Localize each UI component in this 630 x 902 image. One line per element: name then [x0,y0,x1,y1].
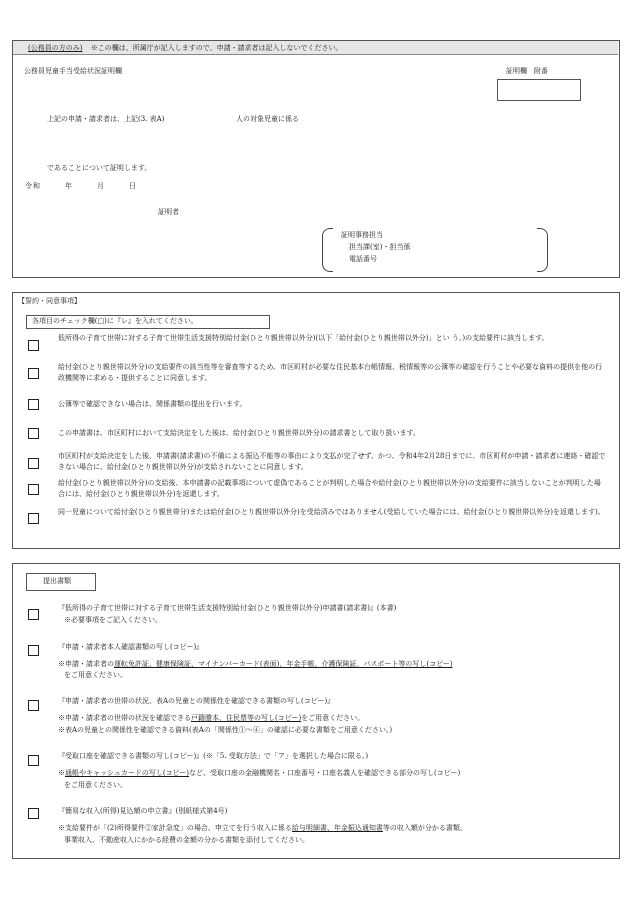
doc-5-note [58,823,467,833]
pledge-checkbox-2[interactable] [28,368,39,379]
official-header [28,43,343,53]
cert-label: 証明欄 附番 [506,67,548,75]
doc-checkbox-5[interactable] [28,808,39,819]
doc-3-note-1c: をご用意ください。 [301,714,365,722]
doc-5-note-b: 給与明細書、年金振込通知書 [291,824,383,832]
doc-1-main: 『低所得の子育て世帯に対する子育て世帯生活支援特別給付金(ひとり親世帯以外分)申請書(請求書)』(本書) [58,604,397,612]
certifier-label: 証明者 [158,208,179,216]
cert-line-1a: 上記の申請・請求者は、上記(3. 表A) [47,115,165,123]
contact-title: 証明事務担当 [341,231,383,239]
pledge-checkbox-1[interactable] [28,340,39,351]
doc-2-note-a: ※申請・請求者の [58,660,114,668]
doc-checkbox-3[interactable] [28,700,39,711]
doc-3-note-1 [58,713,364,723]
doc-4-note-a: ※ [58,769,65,777]
doc-2-note-c: をご用意ください。 [64,671,127,679]
pledge-instruction: 各項目のチェック欄(□)に『レ』を入れてください。 [32,317,198,325]
doc-5-note-a: ※支給要件が「(2)所得要件②家計急変」の場合、申立てを行う収入に係る [58,824,292,832]
cert-line-1b: 人の対象児童に係る [236,115,299,123]
official-title: 公務員児童手当受給状況証明欄 [24,67,122,75]
doc-4-main: 『受取口座を確認できる書類の写し(コピー)』(※「5. 受取方法」で「ア」を選択した場合に限る。) [58,752,369,760]
doc-4-note-c: など、受取口座の金融機関名・口座番号・口座名義人を確認できる部分の写し(コピー) [189,769,461,777]
pledge-checkbox-5[interactable] [28,458,39,469]
doc-3-note-2: ※表Aの児童との関係性を確認できる資料(表Aの「関係性①～④」の確認に必要な書類をご用意ください。) [58,726,393,734]
documents-title: 提出書類 [43,577,71,585]
pledge-item-5: 市区町村が支給決定をした後、申請書(請求書)の不備による振込不能等の事由により支払が完了せず、かつ、令和4年2月28日までに、市区町村が申請・請求者に連絡・確認できない場合に、給付金(ひとり親世帯以外分)が支給されないことに同意します。 [58,452,606,471]
doc-1-note: ※必要事項をご記入ください。 [64,616,162,624]
doc-3-note-1b: 戸籍謄本、住民票等の写し(コピー) [191,714,302,722]
pledge-item-1: 低所得の子育て世帯に対する子育て世帯生活支援特別給付金(ひとり親世帯以外分)(以下「給付金(ひとり親世帯以外分)」とい う。)の支給要件に該当します。 [58,334,549,342]
pledge-checkbox-3[interactable] [28,399,39,410]
cert-number-field[interactable] [497,79,581,101]
cert-line-2: であることについて証明します。 [47,164,152,172]
doc-5-note-d: 事業収入、不動産収入にかかる経費の金額の分かる書類を添付してください。 [64,836,309,844]
pledge-item-7: 同一児童について給付金(ひとり親世帯分)または給付金(ひとり親世帯以外分)を受給済みではありません(受給していた場合には、給付金(ひとり親世帯以外分)を返還します)。 [58,508,605,516]
doc-checkbox-2[interactable] [28,645,39,656]
pledge-title: 【誓約・同意事項】 [18,297,81,305]
doc-4-note-b: 通帳やキャッシュカードの写し(コピー) [65,769,190,777]
pledge-checkbox-4[interactable] [28,428,39,439]
pledge-checkbox-6[interactable] [28,484,39,495]
official-header-prefix: (公務員の方のみ) [28,44,83,52]
doc-checkbox-1[interactable] [28,609,39,620]
contact-dept: 担当課(室)・担当係 [349,243,411,251]
pledge-item-3: 公簿等で確認できない場合は、関係書類の提出を行います。 [58,400,247,408]
contact-bracket-left [322,228,333,272]
official-header-notice: ※この欄は、所属庁が記入しますので、申請・請求者は記入しないでください。 [90,44,343,52]
pledge-checkbox-7[interactable] [28,513,39,524]
doc-2-main: 『申請・請求者本人確認書類の写し(コピー)』 [58,643,204,651]
pledge-item-4: この申請書は、市区町村において支給決定をした後は、給付金(ひとり親世帯以外分)の請求書として取り扱います。 [58,429,420,437]
doc-4-note [58,768,460,778]
doc-2-note-b: 運転免許証、健康保険証、マイナンバーカード(表面)、年金手帳、介護保険証、パスポート等の写し(コピー) [114,660,453,668]
doc-2-note [58,659,453,669]
doc-4-note-d: をご用意ください。 [64,781,127,789]
pledge-item-2: 給付金(ひとり親世帯以外分)の支給要件の該当性等を審査等するため、市区町村が必要な住民基本台帳情報、税情報等の公簿等の確認を行うことや必要な資料の提供を他の行政機関等に求める・提供することに同意します。 [58,363,603,382]
cert-date: 令和 年 月 日 [25,182,137,190]
doc-5-main: 『簡易な収入(所得)見込額の申立書』(別紙様式第4号) [58,807,228,815]
contact-bracket-right [537,228,548,272]
doc-3-main: 『申請・請求者の世帯の状況、表Aの児童との関係性を確認できる書類の写し(コピー)』 [58,697,335,705]
doc-3-note-1a: ※申請・請求者の世帯の状況を確認できる [58,714,191,722]
pledge-item-6: 給付金(ひとり親世帯以外分)の支給後、本申請書の記載事項について虚偽であることが判明した場合や給付金(ひとり親世帯以外分)の支給要件に該当しないことが判明した場合には、給付金(ひとり親世帯以外分)を返還します。 [58,479,601,498]
doc-5-note-c: 等の収入額が分かる書類、 [382,824,467,832]
contact-phone: 電話番号 [349,255,377,263]
doc-checkbox-4[interactable] [28,755,39,766]
